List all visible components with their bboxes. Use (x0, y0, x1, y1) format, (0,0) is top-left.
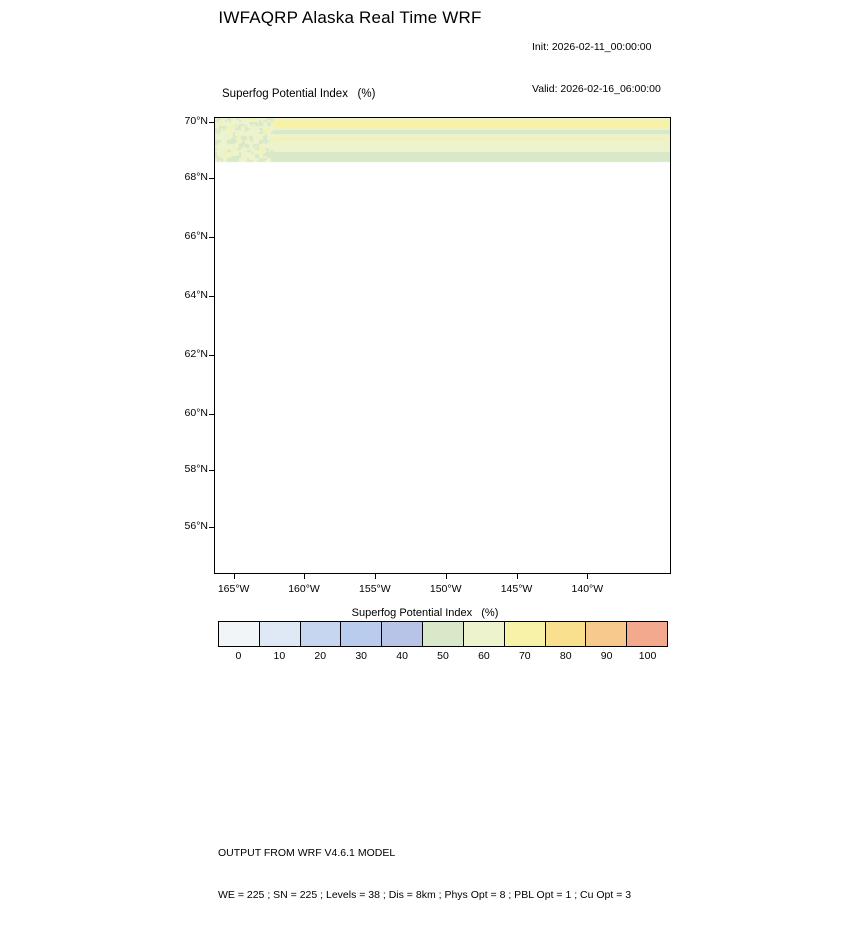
colorbar-tick-label: 40 (396, 650, 408, 662)
longitude-tick-mark (587, 574, 588, 579)
longitude-tick-label: 160°W (288, 583, 320, 595)
longitude-tick-label: 140°W (571, 583, 604, 595)
colorbar-tick-label: 10 (273, 650, 286, 662)
colorbar-tick-label: 0 (235, 650, 242, 662)
valid-time-label: Valid: 2026-02-16_06:00:00 (532, 83, 661, 95)
colorbar-swatch (586, 622, 627, 646)
superfog-index-heatmap (215, 118, 670, 573)
colorbar-swatch (260, 622, 301, 646)
latitude-tick-mark (209, 122, 214, 123)
colorbar (218, 621, 668, 647)
latitude-tick-mark (209, 296, 214, 297)
latitude-tick-label: 56°N (184, 519, 208, 532)
colorbar-tick-label: 30 (355, 650, 368, 662)
plot-title: Superfog Potential Index (%) (222, 88, 376, 100)
latitude-tick-mark (209, 470, 214, 471)
latitude-tick-mark (209, 178, 214, 179)
colorbar-swatch (301, 622, 342, 646)
latitude-tick-mark (209, 237, 214, 238)
latitude-tick-label: 62°N (184, 347, 208, 360)
map-plot-area (214, 117, 671, 574)
colorbar-swatch (341, 622, 382, 646)
latitude-tick-mark (209, 414, 214, 415)
colorbar-swatch (627, 622, 667, 646)
colorbar-tick-label: 20 (314, 650, 327, 662)
colorbar-swatch (505, 622, 546, 646)
longitude-tick-label: 150°W (429, 583, 462, 595)
model-run-info (532, 12, 661, 124)
latitude-tick-label: 58°N (184, 463, 208, 476)
colorbar-swatch (546, 622, 587, 646)
longitude-tick-mark (446, 574, 447, 579)
latitude-tick-mark (209, 527, 214, 528)
model-output-footer (218, 818, 631, 930)
latitude-tick-label: 68°N (184, 170, 208, 183)
colorbar-tick-label: 80 (559, 650, 572, 662)
latitude-tick-label: 60°N (184, 406, 208, 419)
longitude-tick-mark (517, 574, 518, 579)
longitude-tick-mark (234, 574, 235, 579)
latitude-tick-mark (209, 355, 214, 356)
footer-line-2: WE = 225 ; SN = 225 ; Levels = 38 ; Dis = 8km ; Phys Opt = 8 ; PBL Opt = 1 ; Cu Opt = 3 (218, 889, 632, 901)
colorbar-swatch (464, 622, 505, 646)
init-time-label: Init: 2026-02-11_00:00:00 (532, 41, 652, 53)
longitude-tick-mark (304, 574, 305, 579)
colorbar-swatch (382, 622, 423, 646)
footer-line-1: OUTPUT FROM WRF V4.6.1 MODEL (218, 847, 396, 859)
latitude-tick-label: 66°N (184, 229, 208, 242)
longitude-tick-label: 145°W (500, 583, 533, 595)
colorbar-tick-label: 70 (518, 650, 531, 662)
colorbar-tick-label: 50 (437, 650, 449, 662)
longitude-tick-label: 155°W (359, 583, 391, 595)
colorbar-swatch (423, 622, 464, 646)
latitude-tick-label: 64°N (184, 288, 208, 301)
colorbar-swatch (219, 622, 260, 646)
colorbar-tick-label: 90 (600, 650, 613, 662)
colorbar-tick-label: 60 (478, 650, 490, 662)
colorbar-title: Superfog Potential Index (%) (351, 607, 499, 619)
latitude-tick-label: 70°N (184, 115, 208, 128)
colorbar-tick-label: 100 (638, 650, 657, 662)
longitude-tick-mark (375, 574, 376, 579)
page-title: IWFAQRP Alaska Real Time WRF (218, 8, 482, 27)
longitude-tick-label: 165°W (217, 583, 250, 595)
